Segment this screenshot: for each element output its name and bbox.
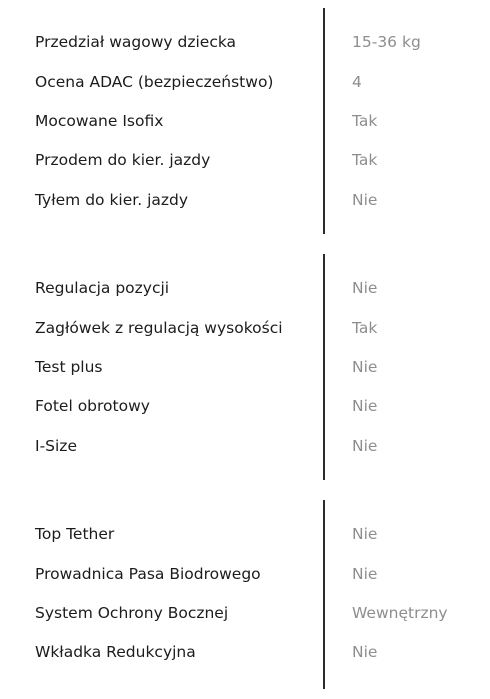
spec-label: Fotel obrotowy <box>35 397 150 415</box>
spec-value: Nie <box>352 191 378 209</box>
spec-label: System Ochrony Bocznej <box>35 604 229 622</box>
spec-value: Tak <box>352 319 378 337</box>
spec-group-adjustment-features <box>0 254 490 480</box>
spec-row-isofix <box>0 101 490 141</box>
spec-label: Wkładka Redukcyjna <box>35 643 196 661</box>
spec-row-headrest-adjustment <box>0 308 490 348</box>
spec-group-weight-and-orientation <box>0 8 490 234</box>
spec-value: Nie <box>352 643 378 661</box>
spec-row-swivel-seat <box>0 386 490 426</box>
spec-row-forward-facing <box>0 140 490 180</box>
spec-row-side-protection <box>0 593 490 633</box>
spec-value: Nie <box>352 437 378 455</box>
spec-label: I-Size <box>35 437 77 455</box>
spec-value: 15-36 kg <box>352 33 421 51</box>
spec-value: Tak <box>352 112 378 130</box>
spec-label: Prowadnica Pasa Biodrowego <box>35 565 261 583</box>
spec-value: Nie <box>352 279 378 297</box>
spec-row-reducer-insert <box>0 632 490 672</box>
spec-value: 4 <box>352 73 362 91</box>
spec-label: Zagłówek z regulacją wysokości <box>35 319 283 337</box>
spec-label: Tyłem do kier. jazdy <box>35 191 189 209</box>
spec-row-position-adjustment <box>0 268 490 308</box>
spec-label: Ocena ADAC (bezpieczeństwo) <box>35 73 274 91</box>
spec-value: Nie <box>352 565 378 583</box>
spec-value: Nie <box>352 358 378 376</box>
spec-value: Tak <box>352 151 378 169</box>
spec-label: Przedział wagowy dziecka <box>35 33 237 51</box>
spec-group-safety-extras <box>0 500 490 689</box>
spec-row-i-size <box>0 426 490 466</box>
spec-row-weight-range <box>0 22 490 62</box>
spec-label: Test plus <box>35 358 103 376</box>
spec-value: Wewnętrzny <box>352 604 448 622</box>
spec-label: Przodem do kier. jazdy <box>35 151 211 169</box>
spec-row-adac-rating <box>0 62 490 102</box>
spec-row-test-plus <box>0 347 490 387</box>
spec-label: Top Tether <box>35 525 115 543</box>
spec-row-rear-facing <box>0 180 490 220</box>
spec-row-lap-belt-guide <box>0 554 490 594</box>
spec-label: Mocowane Isofix <box>35 112 164 130</box>
spec-value: Nie <box>352 397 378 415</box>
spec-value: Nie <box>352 525 378 543</box>
spec-row-top-tether <box>0 514 490 554</box>
spec-label: Regulacja pozycji <box>35 279 170 297</box>
